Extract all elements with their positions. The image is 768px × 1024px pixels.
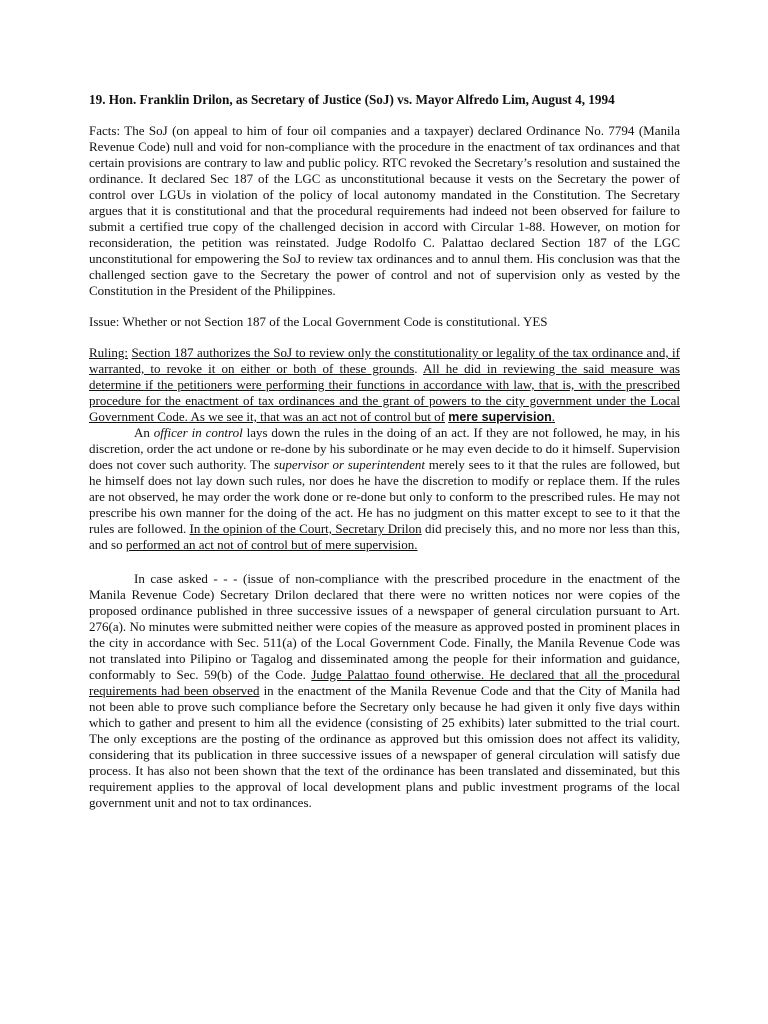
- incase-text-1: In case asked - - - (issue of non-compliance with the prescribed procedure in the enactment of the Manila Revenue Code) Secretary Drilon declared that there were no written notices nor were copies of the proposed ordinance published in three successive issues of a newspaper of general circulation pursuant to Art. 276(a). No minutes were submitted neither were copies of the measure as approved posted in prominent places in the city in accordance with Sec. 511(a) of the Local Government Code. Finally, the Manila Revenue Code was not translated into Pilipino or Tagalog and disseminated among the people for their information and guidance, conformably to Sec. 59(b) of the Code.: [89, 571, 680, 682]
- officer-text-3: merely sees to it that the rules are followed, but he himself does not lay down such rules, nor does he have the discretion to modify or replace them. If the rules are not observed, he may order the work done or re-done but only to conform to the prescribed rules. He may not prescribe his own manner for the doing of the act. He has no judgment on this matter except to see to it that the rules are followed.: [89, 457, 680, 536]
- issue-paragraph: Issue: Whether or not Section 187 of the Local Government Code is constitutional. YES: [89, 314, 548, 329]
- officer-italic-1: officer in control: [153, 425, 243, 440]
- officer-text-1: An: [134, 425, 154, 440]
- ruling-emphasis: mere supervision: [448, 410, 552, 424]
- incase-underline: Judge Palattao found otherwise. He declared that all the procedural requirements had been observed: [89, 667, 681, 698]
- incase-text-2: in the enactment of the Manila Revenue Code and that the City of Manila had not been able to prove such compliance before the Secretary only because he had given it only five days within which to gather and present to him all the evidence (consisting of 25 exhibits) later submitted to the trial court. The only exceptions are the posting of the ordinance as approved but this omission does not affect its validity, considering that its publication in three successive issues of a newspaper of general circulation will satisfy due process. It has also not been shown that the text of the ordinance has been translated and disseminated, but this requirement applies to the approval of local development plans and public investment programs of the local government unit and not to tax ordinances.: [89, 683, 680, 810]
- officer-paragraph: [89, 425, 680, 553]
- in-case-asked-paragraph: [89, 571, 680, 811]
- officer-underline-1: In the opinion of the Court, Secretary Drilon: [189, 521, 422, 536]
- ruling-text-2: All he did in reviewing the said measure was determine if the petitioners were performing their functions in accordance with law, that is, with the prescribed procedure for the enactment of tax ordinances and the grant of powers to the city government under the Local Government Code. As we see it, that was an act not of control but of: [89, 361, 680, 424]
- officer-underline-2: performed an act not of control but of mere supervision.: [125, 537, 418, 552]
- officer-text-4: did precisely this, and no more nor less than this, and so: [89, 521, 680, 552]
- officer-italic-2: supervisor or superintendent: [273, 457, 426, 472]
- ruling-label: Ruling:: [89, 345, 129, 360]
- case-title: 19. Hon. Franklin Drilon, as Secretary of Justice (SoJ) vs. Mayor Alfredo Lim, August 4, 1994: [89, 92, 615, 107]
- ruling-paragraph: Ruling: Section 187 authorizes the SoJ to review only the constitutionality or legality of the tax ordinance and, if warranted, to revoke it on either or both of these grounds. All he did in reviewing the said measure was determine if the petitioners were performing their functions in accordance with law, that is, with the prescribed procedure for the enactment of tax ordinances and the grant of powers to the city government under the Local Government Code. As we see it, that was an act not of control but of mere supervision.: [89, 345, 680, 424]
- ruling-text-1: Section 187 authorizes the SoJ to review only the constitutionality or legality of the tax ordinance and, if warranted, to revoke it on either or both of these grounds: [89, 345, 680, 376]
- facts-paragraph: Facts: The SoJ (on appeal to him of four oil companies and a taxpayer) declared Ordinance No. 7794 (Manila Revenue Code) null and void for non-compliance with the procedure in the enactment of tax ordinances and that certain provisions are contrary to law and public policy. RTC revoked the Secretary’s resolution and sustained the ordinance. It declared Sec 187 of the LGC as unconstitutional because it vests on the Secretary the power of control over LGUs in violation of the policy of local autonomy mandated in the Constitution. The Secretary argues that it is constitutional and that the procedural requirements had indeed not been observed for failure to submit a certified true copy of the challenged decision in accord with Circular 1-88. However, on motion for reconsideration, the petition was reinstated. Judge Rodolfo C. Palattao declared Section 187 of the LGC unconstitutional for empowering the SoJ to review tax ordinances and to annul them. His conclusion was that the challenged section gave to the Secretary the power of control and not of supervision only as vested by the Constitution in the President of the Philippines.: [89, 123, 680, 298]
- officer-text-2: lays down the rules in the doing of an act. If they are not followed, he may, in his discretion, order the act undone or re-done by his subordinate or he may even decide to do it himself. Supervision does not cover such authority. The: [89, 425, 680, 472]
